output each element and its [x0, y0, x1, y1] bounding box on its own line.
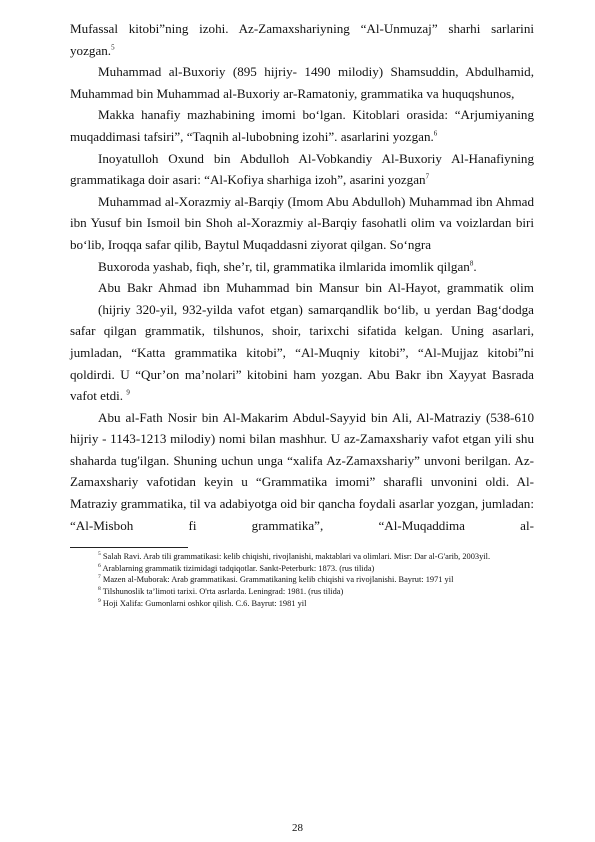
footnote-ref-9: 9: [126, 388, 130, 397]
footnote-ref-5: 5: [111, 43, 115, 52]
paragraph-3: Makka hanafiy mazhabining imomi bo‘lgan. Kitoblari orasida: “Arjumiyaning muqaddimasi tafsiri”, “Taqnih al-lubobning izohi”. asarlarini yozgan.$^6$: [70, 107, 534, 144]
footnote-6: $^6$ Arablarning grammatik tizimidagi tadqiqotlar. Sankt-Peterburk: 1873. (rus tilida): [98, 563, 375, 573]
paragraph-7: Abu Bakr Ahmad ibn Muhammad bin Mansur bin Al-Hayot, grammatik olim: [98, 280, 534, 296]
paragraph-2: Muhammad al-Buxoriy (895 hijriy- 1490 milodiy) Shamsuddin, Abdulhamid, Muhammad bin Muhammad al-Buxoriy ar-Ramatoniy, grammatika va huquqshunos,: [70, 64, 534, 101]
paragraph-1: Mufassal kitobi”ning izohi. Az-Zamaxshariyning “Al-Unmuzaj” sharhi sarlarini yozgan.$^5$: [70, 21, 534, 58]
footnote-7: $^7$ Mazen al-Muborak: Arab grammatikasi. Grammatikaning kelib chiqishi va rivojlanishi. Bayrut: 1971 yil: [98, 574, 454, 585]
footnote-ref-8: 8: [469, 259, 474, 268]
footnote-ref-6: 6: [433, 129, 438, 138]
paragraph-5: Muhammad al-Xorazmiy al-Barqiy (Imom Abu Abdulloh) Muhammad ibn Ahmad ibn Yusuf bin Ismoil bin Shoh al-Xorazmiy al-Barqiy fasohatli olim va voizlardan biri bo‘lib, Iroqqa safar qilib, Baytul Muqaddasni ziyorat qilgan. So‘ngra: [70, 193, 534, 252]
footnote-5: $^5$ Salah Ravi. Arab tili grammatikasi: kelib chiqishi, rivojlanishi, maktablari va olimlari. Misr: Dar al-G'arib, 2003yil.: [98, 551, 491, 562]
footnote-9: $^9$ Hoji Xalifa: Gumonlarni oshkor qilish. C.6. Bayrut: 1981 yil: [98, 597, 307, 608]
footnote-ref-7: 7: [425, 172, 430, 181]
footnote-8: $^8$ Tilshunoslik ta’limoti tarixi. O'rta asrlarda. Leningrad: 1981. (rus tilida): [98, 586, 344, 597]
paragraph-8: (hijriy 320-yil, 932-yilda vafot etgan) samarqandlik bo‘lib, u yerdan Bag‘dodga safar qilgan grammatik, tilshunos, shoir, tarixchi sifatida kelgan. Uning asarlari, jumladan, “Katta grammatika kitobi”, “Al-Muqniy kitobi”, “Al-Mujjaz kitobi”ni qoldirdi. U “Qur’on ma’nolari” kitobini ham yozgan. Abu Bakr ibn Xayyat Basrada vafot etdi. $^9$: [70, 301, 534, 404]
paragraph-4: Inoyatulloh Oxund bin Abdulloh Al-Vobkandiy Al-Buxoriy Al-Hanafiyning grammatikaga doir asari: “Al-Kofiya sharhiga izoh”, asarini yozgan$^7$: [70, 150, 534, 188]
page-number: 28: [292, 822, 303, 834]
paragraph-9: Abu al-Fath Nosir bin Al-Makarim Abdul-Sayyid bin Ali, Al-Matraziy (538-610 hijriy - 1143-1213 milodiy) nomi bilan mashhur. U az-Zamaxshariy vafot etgan yili shu shaharda tug'ilgan. Shuning uchun unga “xalifa Az-Zamaxshariy” unvoni berilgan. Az-Zamaxshariy vafotidan keyin u “Grammatika imomi” sharafli unvonini oldi. Al-Matraziy grammatika, til va adabiyotga oid bir qancha foydali asarlar yozgan, jumladan: “Al-Misboh fi grammatika”, “Al-Muqaddima al-: [70, 409, 534, 533]
paragraph-6: Buxoroda yashab, fiqh, she’r, til, grammatika ilmlarida imomlik qilgan$^8$.: [98, 258, 477, 274]
page-body: [70, 18, 534, 609]
footnote-divider: [70, 547, 188, 548]
